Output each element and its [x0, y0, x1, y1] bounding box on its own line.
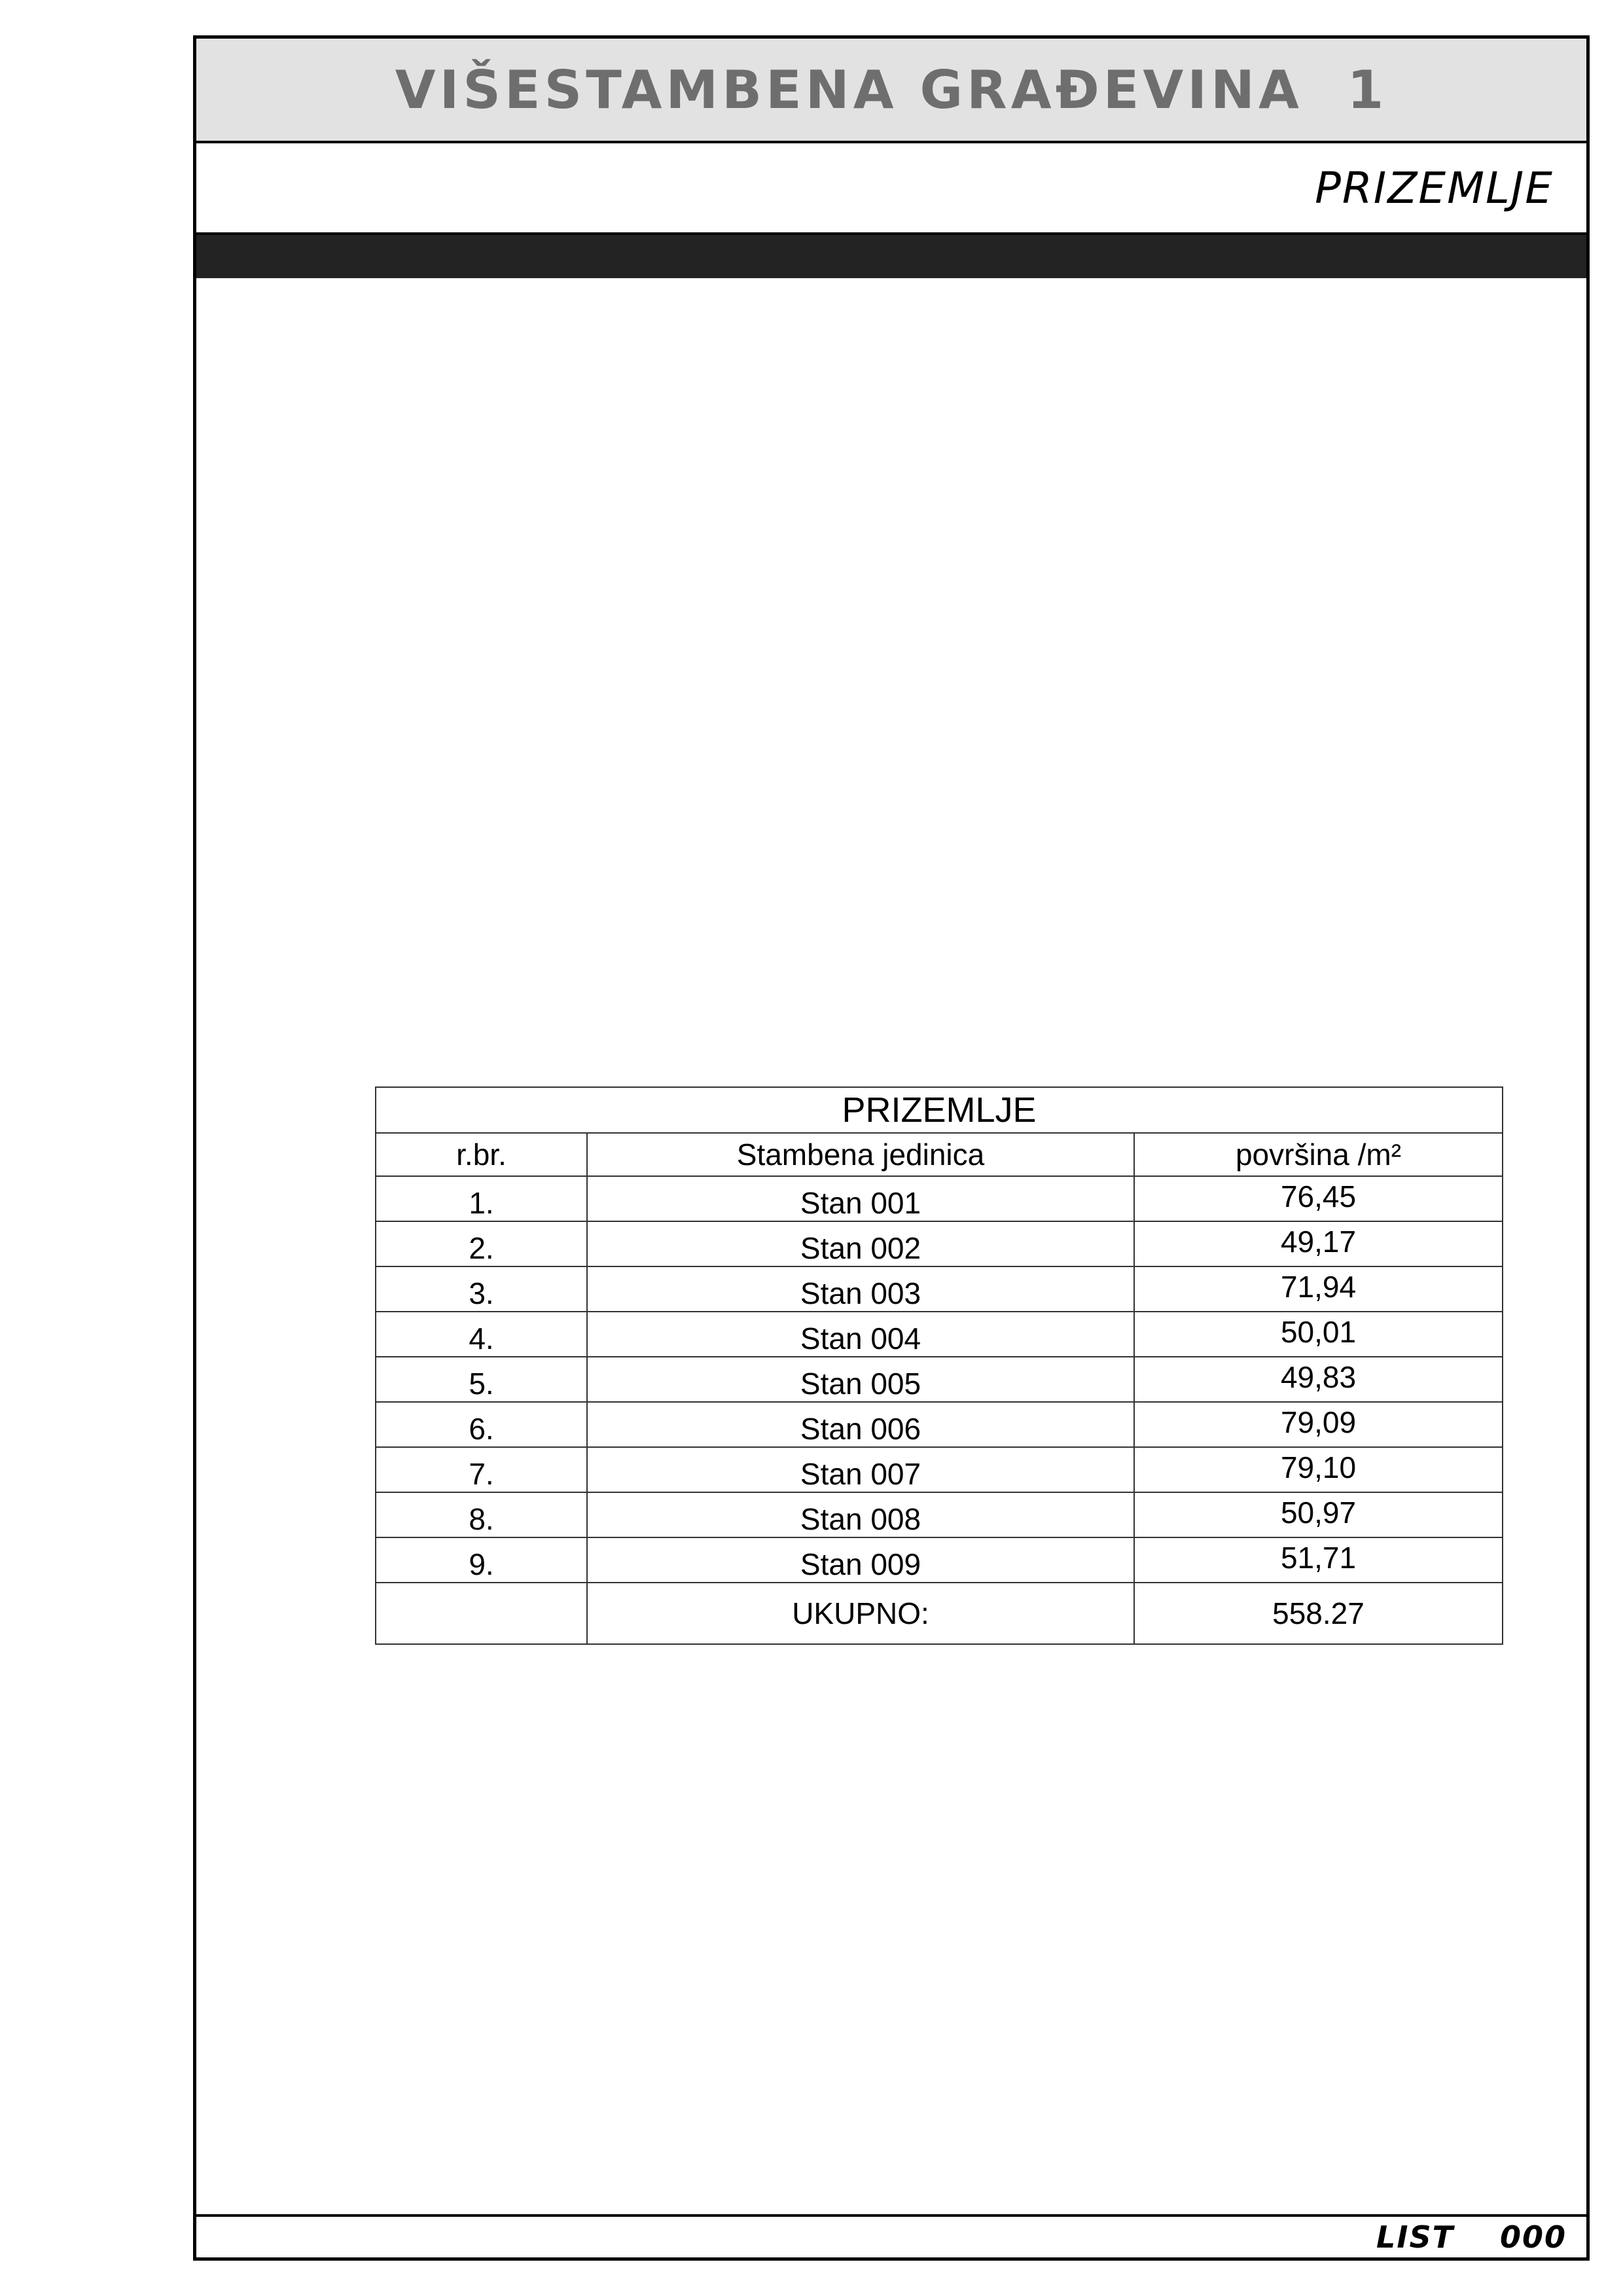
footer-block — [196, 2214, 1586, 2257]
unit-area: 50,01 — [1134, 1312, 1503, 1357]
row-number: 5. — [376, 1357, 587, 1402]
subtitle-block — [196, 143, 1586, 235]
table-caption-row — [376, 1087, 1503, 1133]
unit-name: Stan 002 — [587, 1221, 1134, 1266]
unit-area: 49,17 — [1134, 1221, 1503, 1266]
total-empty-cell — [376, 1583, 587, 1644]
unit-name: Stan 001 — [587, 1176, 1134, 1221]
unit-area: 49,83 — [1134, 1357, 1503, 1402]
row-number: 8. — [376, 1492, 587, 1537]
separator-bar — [196, 235, 1586, 278]
title-block — [196, 39, 1586, 143]
table-row — [376, 1221, 1503, 1266]
total-label: UKUPNO: — [587, 1583, 1134, 1644]
unit-area: 71,94 — [1134, 1266, 1503, 1312]
unit-area: 51,71 — [1134, 1537, 1503, 1583]
unit-area: 76,45 — [1134, 1176, 1503, 1221]
sheet-label: LIST — [1376, 2219, 1454, 2255]
column-header-number: r.br. — [376, 1133, 587, 1176]
row-number: 6. — [376, 1402, 587, 1447]
document-title: VIŠESTAMBENA GRAĐEVINA 1 — [395, 59, 1388, 120]
table-row — [376, 1312, 1503, 1357]
table-row — [376, 1537, 1503, 1583]
unit-name: Stan 005 — [587, 1357, 1134, 1402]
sheet-number: 000 — [1499, 2219, 1567, 2255]
unit-name: Stan 006 — [587, 1402, 1134, 1447]
area-table — [375, 1086, 1503, 1645]
row-number: 1. — [376, 1176, 587, 1221]
unit-name: Stan 003 — [587, 1266, 1134, 1312]
table-row — [376, 1266, 1503, 1312]
floor-subtitle: PRIZEMLJE — [1315, 162, 1554, 213]
column-header-area: površina /m² — [1134, 1133, 1503, 1176]
row-number: 3. — [376, 1266, 587, 1312]
unit-area: 50,97 — [1134, 1492, 1503, 1537]
row-number: 9. — [376, 1537, 587, 1583]
unit-name: Stan 009 — [587, 1537, 1134, 1583]
unit-name: Stan 004 — [587, 1312, 1134, 1357]
table-row — [376, 1447, 1503, 1492]
table-row — [376, 1402, 1503, 1447]
table-header-row — [376, 1133, 1503, 1176]
table-caption: PRIZEMLJE — [376, 1087, 1503, 1133]
table-row — [376, 1357, 1503, 1402]
total-value: 558.27 — [1134, 1583, 1503, 1644]
unit-area: 79,09 — [1134, 1402, 1503, 1447]
row-number: 4. — [376, 1312, 587, 1357]
row-number: 7. — [376, 1447, 587, 1492]
table-total-row — [376, 1583, 1503, 1644]
row-number: 2. — [376, 1221, 587, 1266]
table-row — [376, 1176, 1503, 1221]
unit-area: 79,10 — [1134, 1447, 1503, 1492]
unit-name: Stan 007 — [587, 1447, 1134, 1492]
table-row — [376, 1492, 1503, 1537]
unit-name: Stan 008 — [587, 1492, 1134, 1537]
column-header-unit: Stambena jedinica — [587, 1133, 1134, 1176]
